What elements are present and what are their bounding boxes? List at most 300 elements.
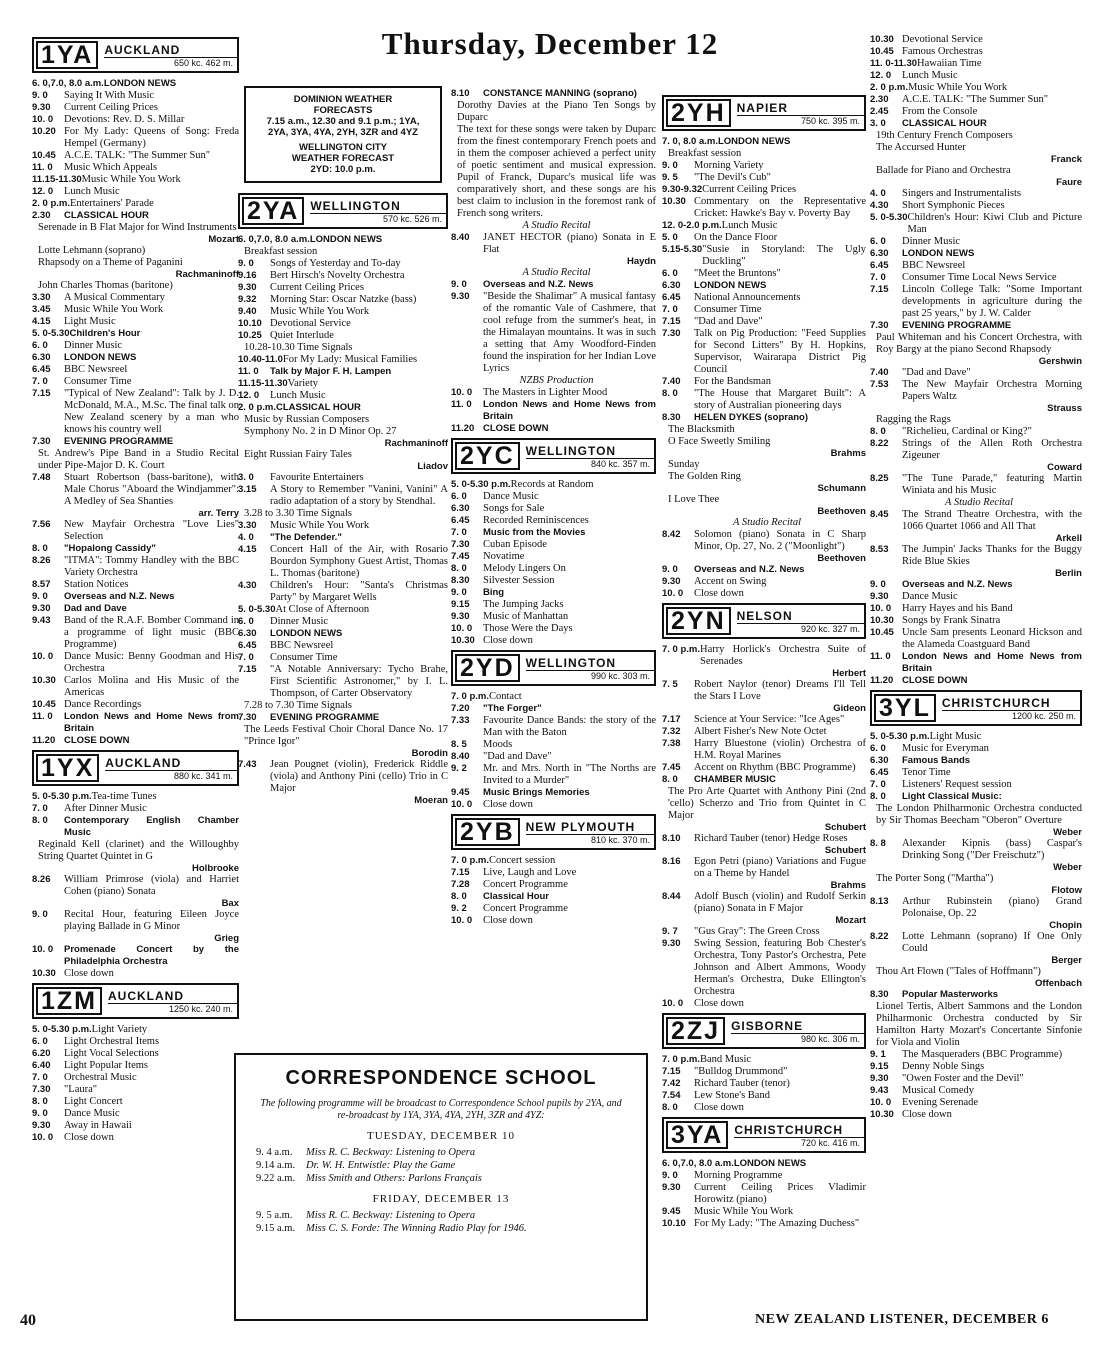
programme-title: "Meet the Bruntons" — [694, 268, 781, 279]
programme-title: Silvester Session — [483, 575, 555, 586]
programme-item — [662, 1102, 866, 1114]
programme-time: 7. 0 — [32, 376, 48, 387]
programme-title: Current Ceiling Prices — [702, 184, 797, 195]
programme-time: 7.15 — [870, 284, 889, 295]
programme-item — [870, 651, 1082, 675]
programme-item — [870, 1061, 1082, 1073]
programme-title: Ballade for Piano and Orchestra — [876, 165, 1011, 176]
programme-time: 9. 7 — [662, 926, 678, 937]
programme-title: From the Console — [902, 106, 978, 117]
programme-item — [451, 88, 656, 100]
programme-title: CLOSE DOWN — [902, 675, 968, 686]
programme-item — [451, 751, 656, 763]
programme-item — [870, 332, 1082, 356]
programme-item — [32, 519, 239, 543]
programme-title: A Studio Recital — [732, 517, 802, 528]
programme-title: Lotte Lehmann (soprano) If One Only Could — [902, 931, 1082, 954]
programme-time: 8.13 — [870, 896, 889, 907]
programme-item — [870, 70, 1082, 82]
programme-title: Band of the R.A.F. Bomber Command in a programme of light music (BBC Programme) — [64, 615, 239, 650]
programme-2ya-cont — [451, 88, 656, 435]
composer: Beethoven — [817, 506, 866, 517]
programme-time: 10. 0 — [451, 915, 473, 926]
programme-time: 8. 8 — [870, 838, 886, 849]
programme-time: 5. 0-5.30 p.m. — [870, 731, 930, 742]
station-frequency: 570 kc. 526 m. — [382, 213, 442, 224]
programme-time: 7.28 — [451, 879, 470, 890]
programme-item — [238, 628, 448, 640]
programme-item — [238, 759, 448, 795]
programme-title: Station Notices — [64, 579, 129, 590]
programme-title: Harry Bluestone (violin) Orchestra of H.M. Royal Marines — [694, 738, 866, 761]
station-frequency: 980 kc. 306 m. — [800, 1033, 860, 1044]
programme-item — [238, 246, 448, 258]
station-frequency: 810 kc. 370 m. — [590, 834, 650, 845]
programme-title: New Mayfair Orchestra "Love Lies" Selection — [64, 519, 239, 542]
station-frequency: 1200 kc. 250 m. — [1011, 710, 1076, 721]
composer: Gershwin — [1038, 356, 1082, 367]
programme-item — [451, 635, 656, 647]
programme-time: 8. 0 — [32, 1096, 48, 1107]
station-2yb — [451, 814, 656, 850]
programme-item — [870, 755, 1082, 767]
programme-title: Light Classical Music: — [902, 791, 1002, 802]
programme-title: Music of Manhattan — [483, 611, 569, 622]
programme-time: 7. 5 — [662, 679, 678, 690]
programme-title: Concert Programme — [483, 879, 568, 890]
programme-time: 10. 0 — [870, 1097, 892, 1108]
programme-item — [662, 280, 866, 292]
station-callsign: 2YH — [666, 99, 731, 127]
programme-2yn — [662, 644, 866, 1010]
station-callsign: 2ZJ — [666, 1017, 725, 1045]
programme-time: 7. 0 p.m. — [662, 644, 701, 655]
programme-time: 2. 0 p.m. — [32, 198, 71, 209]
programme-title: Quiet Interlude — [270, 330, 334, 341]
programme-time: 7.40 — [662, 376, 681, 387]
programme-item — [870, 989, 1082, 1001]
station-name: WELLINGTON — [310, 199, 446, 214]
programme-item — [451, 691, 656, 703]
programme-time: 11.20 — [870, 675, 894, 686]
programme-time: 7.45 — [451, 551, 470, 562]
correspondence-time: 9.15 a.m. — [256, 1223, 296, 1234]
programme-title: Close down — [694, 998, 744, 1009]
programme-time: 7.30 — [238, 712, 257, 723]
programme-time: 2.30 — [870, 94, 889, 105]
programme-item — [32, 1060, 239, 1072]
programme-title: The Jumpin' Jacks Thanks for the Buggy Ride Blue Skies — [902, 544, 1082, 567]
programme-item — [238, 604, 448, 616]
programme-time: 5. 0-5.30 — [238, 604, 276, 615]
programme-time: 9. 2 — [451, 903, 467, 914]
programme-time: 9. 1 — [870, 1049, 886, 1060]
programme-item — [238, 378, 448, 390]
programme-title: Evening Serenade — [902, 1097, 979, 1108]
programme-item — [662, 1078, 866, 1090]
programme-title: Novatime — [483, 551, 525, 562]
programme-title: Cuban Episode — [483, 539, 547, 550]
programme-time: 6.40 — [32, 1060, 51, 1071]
programme-item — [870, 767, 1082, 779]
programme-item — [32, 675, 239, 699]
programme-time: 9.16 — [238, 270, 257, 281]
programme-time: 10.30 — [451, 635, 475, 646]
programme-title: Harry Hayes and his Band — [902, 603, 1013, 614]
programme-title: Albert Fisher's New Note Octet — [694, 726, 827, 737]
station-callsign: 1YA — [36, 41, 98, 69]
programme-item — [238, 306, 448, 318]
programme-time: 7. 0 — [870, 779, 886, 790]
programme-item — [451, 220, 656, 232]
programme-item — [870, 94, 1082, 106]
programme-title: Mr. and Mrs. North in "The Norths are Invited to a Murder" — [483, 763, 656, 786]
programme-title: Solomon (piano) Sonata in C Sharp Minor, Op. 27, No. 2 ("Moonlight") — [694, 529, 866, 552]
programme-time: 10. 0 — [662, 998, 684, 1009]
programme-item — [238, 270, 448, 282]
programme-item — [451, 855, 656, 867]
programme-item — [870, 82, 1082, 94]
programme-title: Lunch Music — [270, 390, 326, 401]
programme-title: CLASSICAL HOUR — [902, 118, 987, 129]
programme-item — [451, 587, 656, 599]
programme-title: LONDON NEWS — [103, 78, 177, 89]
programme-title: Classical Hour — [483, 891, 549, 902]
programme-time: 5. 0-5.30 p.m. — [32, 1024, 92, 1035]
programme-item — [32, 102, 239, 114]
programme-3yl — [870, 731, 1082, 1121]
programme-item — [238, 402, 448, 414]
programme-1ya — [32, 78, 239, 747]
programme-time: 6. 0,7.0, 8.0 a.m. — [238, 234, 310, 245]
programme-item — [238, 449, 448, 461]
programme-item — [451, 375, 656, 387]
composer: Berger — [1051, 955, 1082, 966]
programme-time: 8.40 — [451, 751, 470, 762]
programme-item — [870, 779, 1082, 791]
programme-item — [451, 515, 656, 527]
programme-title: Songs by Frank Sinatra — [902, 615, 1001, 626]
programme-title: Famous Bands — [902, 755, 971, 766]
programme-title: Recital Hour, featuring Eileen Joyce playing Ballade in G Minor — [64, 909, 239, 932]
station-2yd — [451, 650, 656, 686]
programme-title: Richard Tauber (tenor) — [694, 1078, 790, 1089]
programme-item — [32, 555, 239, 579]
programme-1zm — [32, 1024, 239, 1144]
programme-title: Harry Horlick's Orchestra Suite of Serenades — [700, 644, 866, 667]
programme-item — [870, 118, 1082, 130]
programme-item — [238, 580, 448, 604]
programme-title: Uncle Sam presents Leonard Hickson and the Alameda Coastguard Band — [902, 627, 1082, 650]
programme-item — [662, 644, 866, 668]
programme-item — [238, 712, 448, 724]
programme-item — [870, 615, 1082, 627]
programme-1yx — [32, 791, 239, 980]
programme-title: Concert Hall of the Air, with Rosario Bourdon Symphony Guest Artist, Thomas L. Thomas (baritone) — [270, 544, 448, 579]
programme-item — [451, 399, 656, 423]
programme-item — [662, 588, 866, 600]
programme-title: Short Symphonic Pieces — [902, 200, 1005, 211]
programme-item — [662, 304, 866, 316]
programme-item — [662, 1066, 866, 1078]
programme-title: The Golden Ring — [668, 471, 741, 482]
programme-item — [870, 675, 1082, 687]
programme-time: 7.43 — [238, 759, 257, 770]
programme-item — [662, 1218, 866, 1230]
programme-item — [32, 815, 239, 839]
programme-time: 10. 0 — [662, 588, 684, 599]
programme-title: LONDON NEWS — [733, 1158, 807, 1169]
programme-title: Science at Your Service: "Ice Ages" — [694, 714, 845, 725]
programme-time: 7.32 — [662, 726, 681, 737]
programme-title: The Leeds Festival Choir Choral Dance No. 17 "Prince Igor" — [244, 724, 448, 747]
programme-title: 7.28 to 7.30 Time Signals — [244, 700, 352, 711]
programme-item — [662, 833, 866, 845]
composer: Mozart — [835, 915, 866, 926]
programme-item — [870, 1073, 1082, 1085]
programme-time: 9.30 — [451, 291, 470, 302]
programme-time: 5. 0-5.30 — [32, 328, 70, 339]
programme-item — [32, 1120, 239, 1132]
programme-time: 10. 0 — [32, 651, 54, 662]
programme-title: Close down — [64, 968, 114, 979]
programme-item — [238, 724, 448, 748]
programme-item — [451, 267, 656, 279]
programme-item — [32, 1132, 239, 1144]
correspondence-item — [236, 1146, 646, 1159]
programme-item — [662, 1206, 866, 1218]
composer: Schumann — [817, 483, 866, 494]
programme-item — [662, 517, 866, 529]
programme-item — [662, 1090, 866, 1102]
programme-title: LONDON NEWS — [270, 628, 343, 639]
programme-item — [32, 603, 239, 615]
programme-title: Swing Session, featuring Bob Chester's Orchestra, Tony Pastor's Orchestra, Pete Johnson and Albert Ammons, Woody Herman's Orchestra, Duke Ellington's Orchestra — [694, 938, 866, 997]
programme-title: Accent on Rhythm (BBC Programme) — [694, 762, 856, 773]
programme-time: 7.20 — [451, 703, 470, 714]
programme-time: 9.32 — [238, 294, 257, 305]
programme-time: 10. 0 — [870, 603, 892, 614]
programme-title: Carlos Molina and His Music of the Americas — [64, 675, 239, 698]
programme-item — [238, 342, 448, 354]
station-frequency: 750 kc. 395 m. — [800, 115, 860, 126]
programme-title: Favourite Entertainers — [270, 472, 364, 483]
programme-time: 9. 0 — [32, 90, 48, 101]
programme-item — [32, 222, 239, 234]
programme-time: 8.30 — [662, 412, 681, 423]
programme-time: 10.30 — [32, 968, 56, 979]
programme-item — [32, 340, 239, 352]
programme-item — [238, 390, 448, 402]
correspondence-subject: Miss R. C. Beckway: Listening to Opera — [306, 1147, 476, 1158]
programme-time: 8. 5 — [451, 739, 467, 750]
programme-title: Lew Stone's Band — [694, 1090, 770, 1101]
programme-title: Thou Art Flown ("Tales of Hoffmann") — [876, 966, 1041, 977]
station-frequency: 1250 kc. 240 m. — [168, 1003, 233, 1014]
programme-item — [32, 316, 239, 328]
programme-time: 10. 0 — [32, 114, 54, 125]
programme-title: Songs for Sale — [483, 503, 545, 514]
programme-time: 9.30 — [870, 591, 889, 602]
programme-title: Concert session — [489, 855, 556, 866]
composer: Coward — [1047, 462, 1082, 473]
programme-item — [451, 232, 656, 256]
programme-title: Accent on Swing — [694, 576, 767, 587]
programme-time: 7. 0, 8.0 a.m. — [662, 136, 718, 147]
station-2yn — [662, 603, 866, 639]
programme-item — [870, 627, 1082, 651]
programme-title: Egon Petri (piano) Variations and Fugue on a Theme by Handel — [694, 856, 866, 879]
programme-title: William Primrose (viola) and Harriet Cohen (piano) Sonata — [64, 874, 239, 897]
programme-item — [870, 248, 1082, 260]
programme-item — [870, 966, 1082, 978]
station-callsign: 2YN — [666, 607, 731, 635]
programme-item — [870, 1049, 1082, 1061]
programme-time: 6.45 — [870, 767, 889, 778]
programme-time: 8.30 — [451, 575, 470, 586]
programme-item — [32, 579, 239, 591]
programme-item — [870, 838, 1082, 862]
correspondence-item — [236, 1209, 646, 1222]
programme-title: 19th Century French Composers — [876, 130, 1013, 141]
programme-item — [451, 715, 656, 739]
programme-item — [662, 738, 866, 762]
correspondence-day: TUESDAY, DECEMBER 10 — [366, 1130, 516, 1142]
programme-title: Lunch Music — [721, 220, 778, 231]
programme-title: "The Forger" — [483, 703, 542, 714]
programme-item — [662, 856, 866, 880]
programme-item — [32, 245, 239, 257]
programme-time: 8. 0 — [451, 891, 467, 902]
programme-time: 3.30 — [32, 292, 51, 303]
correspondence-subject: Miss C. S. Forde: The Winning Radio Play for 1946. — [306, 1223, 527, 1234]
programme-item — [451, 867, 656, 879]
programme-time: 4.30 — [238, 580, 257, 591]
programme-item — [451, 124, 656, 220]
programme-item — [870, 1109, 1082, 1121]
programme-title: The Masters in Lighter Mood — [483, 387, 608, 398]
programme-item — [451, 599, 656, 611]
programme-time: 7.53 — [870, 379, 889, 390]
programme-item — [32, 186, 239, 198]
programme-title: Lionel Tertis, Albert Sammons and the London Philharmonic Orchestra conducted by Sir Hamilton Harty Mozart's Concertante Sinfonie for Viola and Violin — [876, 1001, 1082, 1048]
programme-item — [238, 318, 448, 330]
programme-title: A Story to Remember "Vanini, Vanini" A radio adaptation of a story by Stendhal. — [270, 484, 448, 507]
programme-time: 7.33 — [451, 715, 470, 726]
programme-time: 9.30 — [32, 1120, 51, 1131]
station-callsign: 3YL — [874, 694, 936, 722]
weather-box — [244, 86, 442, 183]
programme-time: 4.30 — [870, 200, 889, 211]
programme-title: Talk on Pig Production: "Feed Supplies for Second Litters" By H. Hopkins, Supervisor, Wairarapa District Pig Council — [694, 328, 866, 375]
programme-time: 9.30 — [451, 611, 470, 622]
composer: Moeran — [414, 795, 448, 806]
programme-time: 7. 0 — [451, 527, 467, 538]
station-name: AUCKLAND — [104, 43, 237, 58]
programme-time: 4.15 — [32, 316, 51, 327]
station-frequency: 880 kc. 341 m. — [173, 770, 233, 781]
programme-title: Dance Recordings — [64, 699, 142, 710]
programme-title: Close down — [694, 588, 744, 599]
programme-item — [870, 236, 1082, 248]
programme-title: The Porter Song ("Martha") — [876, 873, 994, 884]
programme-title: Variety — [287, 378, 318, 389]
programme-item — [451, 799, 656, 811]
programme-item — [870, 58, 1082, 70]
programme-item — [32, 711, 239, 735]
programme-item — [451, 491, 656, 503]
programme-title: Contemporary English Chamber Music — [64, 815, 239, 838]
station-name: NEW PLYMOUTH — [526, 820, 654, 835]
programme-title: Lunch Music — [902, 70, 958, 81]
programme-item — [451, 291, 656, 375]
programme-time: 7.54 — [662, 1090, 681, 1101]
weather-line: FORECASTS — [313, 105, 373, 116]
programme-title: Music by Russian Composers — [244, 414, 370, 425]
programme-item — [32, 591, 239, 603]
programme-title: EVENING PROGRAMME — [270, 712, 380, 723]
programme-title: Adolf Busch (violin) and Rudolf Serkin (piano) Sonata in F Major — [694, 891, 866, 914]
composer: Flotow — [1051, 885, 1082, 896]
programme-title: Rhapsody on a Theme of Paganini — [38, 257, 183, 268]
programme-item — [662, 388, 866, 412]
composer: Beethoven — [817, 553, 866, 564]
programme-time: 12. 0 — [870, 70, 892, 81]
programme-item — [662, 576, 866, 588]
programme-item — [451, 903, 656, 915]
station-name: CHRISTCHURCH — [734, 1123, 864, 1138]
programme-time: 9. 0 — [662, 1170, 678, 1181]
programme-time: 7. 0 — [32, 803, 48, 814]
programme-time: 10. 0 — [32, 1132, 54, 1143]
programme-time: 10.45 — [32, 699, 56, 710]
correspondence-item — [236, 1159, 646, 1172]
programme-title: Lunch Music — [64, 186, 120, 197]
programme-item — [662, 726, 866, 738]
programme-time: 7.15 — [451, 867, 470, 878]
programme-title: Close down — [483, 799, 533, 810]
programme-title: "The House that Margaret Built": A story of Australian pioneering days — [694, 388, 866, 411]
programme-item — [451, 703, 656, 715]
programme-item — [451, 623, 656, 635]
programme-title: O Face Sweetly Smiling — [668, 436, 771, 447]
correspondence-school-box — [234, 1053, 648, 1321]
station-callsign: 2YC — [455, 442, 520, 470]
programme-title: Close down — [902, 1109, 952, 1120]
programme-title: Current Ceiling Prices Vladimir Horowitz (piano) — [694, 1182, 866, 1205]
programme-title: Symphony No. 2 in D Minor Op. 27 — [244, 426, 397, 437]
programme-time: 8.42 — [662, 529, 681, 540]
programme-title: CHAMBER MUSIC — [694, 774, 776, 785]
programme-title: "Dad and Dave" — [694, 316, 763, 327]
programme-time: 11. 0 — [32, 162, 53, 173]
programme-item — [870, 896, 1082, 920]
programme-item — [451, 575, 656, 587]
programme-time: 5. 0-5.30 p.m. — [451, 479, 511, 490]
programme-item — [32, 699, 239, 711]
programme-time: 3.30 — [238, 520, 257, 531]
programme-time: 12. 0 — [32, 186, 54, 197]
correspondence-time: 9.14 a.m. — [256, 1160, 296, 1171]
programme-title: A Studio Recital — [522, 267, 591, 278]
programme-item — [32, 909, 239, 933]
programme-title: EVENING PROGRAMME — [64, 436, 174, 447]
programme-item — [870, 579, 1082, 591]
programme-item — [32, 78, 239, 90]
programme-item — [662, 196, 866, 220]
programme-title: EVENING PROGRAMME — [902, 320, 1012, 331]
programme-item — [870, 1097, 1082, 1109]
